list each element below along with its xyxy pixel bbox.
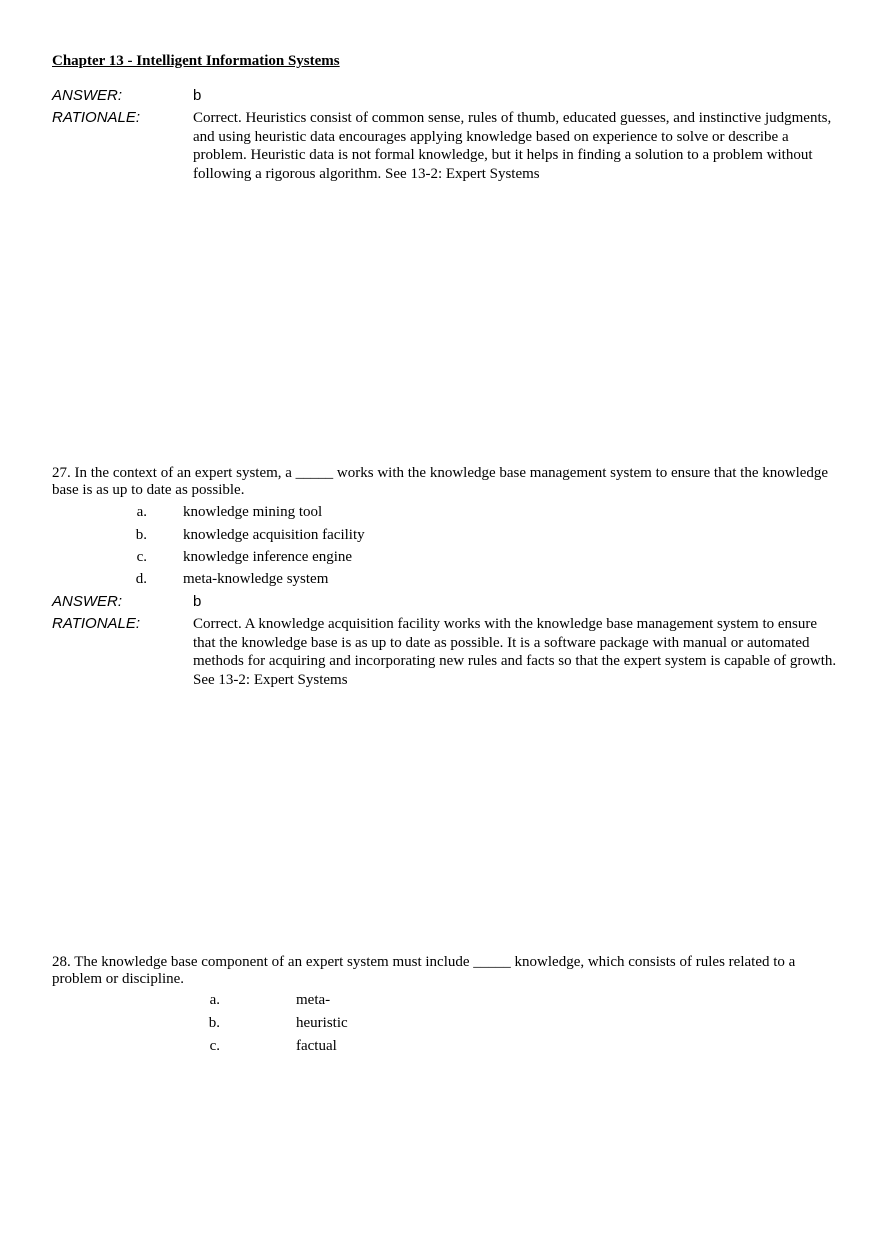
q28-option-c-letter: c.: [209, 1038, 220, 1054]
q28-option-a-letter: a.: [209, 992, 220, 1008]
q28-option-c-text: factual: [296, 1038, 337, 1054]
q27-answer-value: b: [193, 593, 202, 610]
q27-option-b-text: knowledge acquisition facility: [183, 527, 365, 543]
q27-option-c-text: knowledge inference engine: [183, 549, 353, 565]
chapter-title: Chapter 13 - Intelligent Information Systems: [52, 53, 340, 69]
q27-option-a-text: knowledge mining tool: [183, 504, 323, 520]
q26-rationale-label: RATIONALE:: [52, 109, 141, 126]
q27-option-b-letter: b.: [135, 527, 147, 543]
q26-rationale-text: Correct. Heuristics consist of common sense, rules of thumb, educated guesses, and instinctive judgments, and using heuristic data encourages applying knowledge based on experience to solve or describe a problem. Heuristic data is not formal knowledge, but it helps in finding a solution to a problem without following a rigorous algorithm. See 13-2: Expert Systems: [193, 110, 832, 182]
q27-stem: 27. In the context of an expert system, a _____ works with the knowledge base management system to ensure that the knowledge base is as up to date as possible.: [52, 465, 829, 498]
q27-option-a-letter: a.: [136, 504, 147, 520]
q27-option-d-text: meta-knowledge system: [183, 571, 329, 587]
q27-answer-label: ANSWER:: [52, 593, 123, 610]
q28-stem: 28. The knowledge base component of an expert system must include _____ knowledge, which consists of rules related to a problem or discipline.: [52, 954, 796, 987]
q27-rationale-label: RATIONALE:: [52, 615, 141, 632]
q28-option-b-letter: b.: [208, 1015, 220, 1031]
q26-answer-label: ANSWER:: [52, 87, 123, 104]
q26-answer-value: b: [193, 87, 202, 104]
q27-option-d-letter: d.: [135, 571, 147, 587]
q27-option-c-letter: c.: [136, 549, 147, 565]
q27-rationale-text: Correct. A knowledge acquisition facility works with the knowledge base management system to ensure that the knowledge base is as up to date as possible. It is a software package with manual or automated methods for acquiring and incorporating new rules and facts so that the expert system is capable of growth. See 13-2: Expert Systems: [193, 616, 837, 688]
q28-option-b-text: heuristic: [296, 1015, 348, 1031]
q28-option-a-text: meta-: [296, 992, 331, 1008]
